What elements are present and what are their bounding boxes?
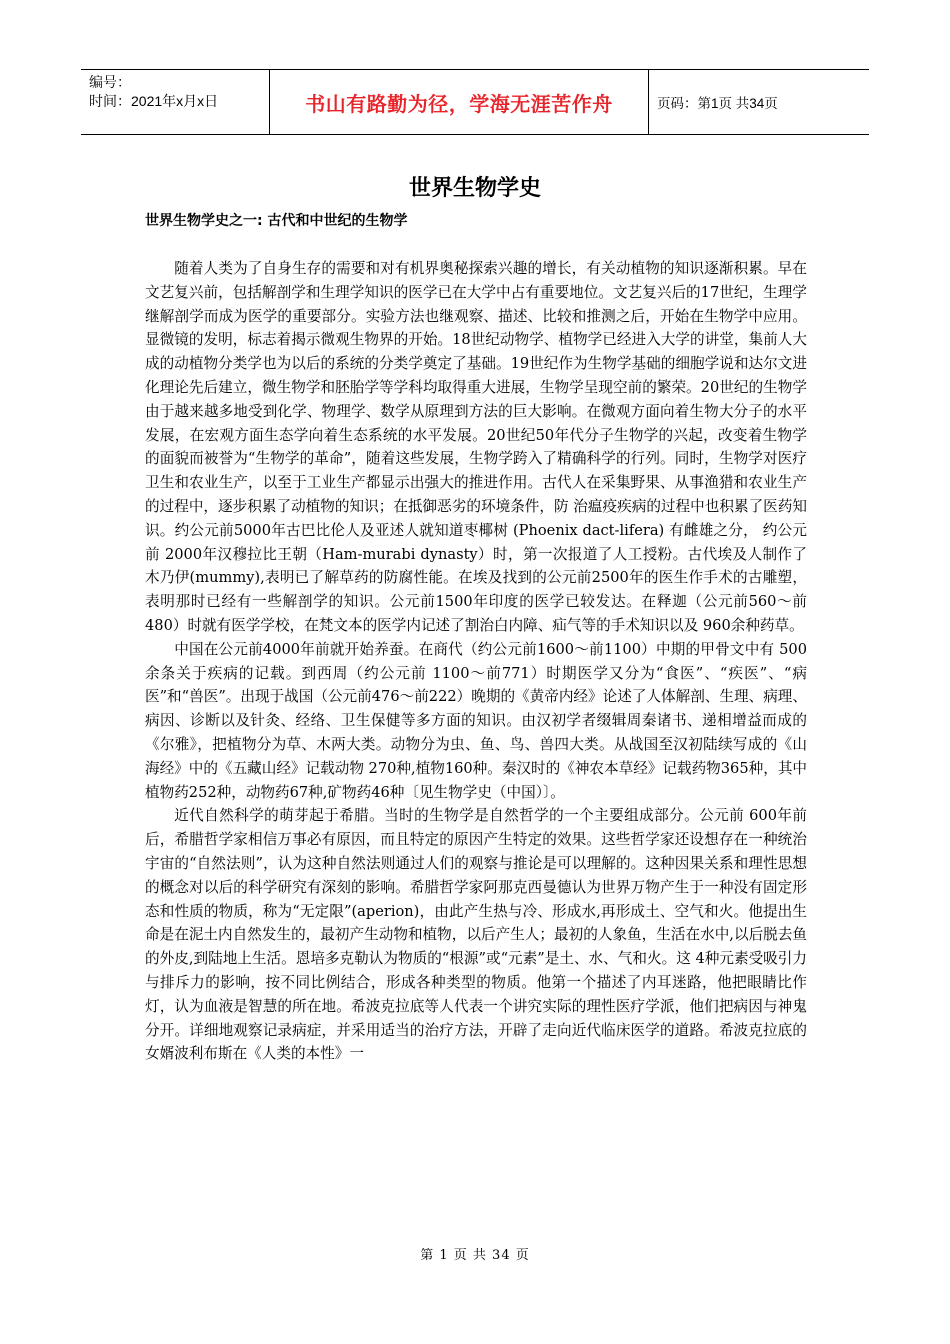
paragraph: 中国在公元前4000年前就开始养蚕。在商代（约公元前1600～前1100）中期的甲骨文中有 500余条关于疾病的记载。到西周（约公元前 1100～前771）时期医学又分为“食医”、“疾医”、“病医”和“兽医”。出现于战国（公元前476～前222）晚期的《黄帝内经》论述了人体解剖、生理、病理、病因、诊断以及针灸、经络、卫生保健等多方面的知识。由汉初学者缀辑周秦诸书、递相增益而成的《尔雅》，把植物分为草、木两大类。动物分为虫、鱼、鸟、兽四大类。从战国至汉初陆续写成的《山海经》中的《五藏山经》记载动物 270种,植物160种。秦汉时的《神农本草经》记载药物365种，其中植物药252种，动物药67种,矿物药46种〔见生物学史（中国）〕。 bbox=[145, 640, 808, 801]
page-footer: 第 1 页 共 34 页 bbox=[420, 1248, 530, 1263]
header-motto: 书山有路勤为径，学海无涯苦作舟 bbox=[269, 70, 649, 134]
document-title: 世界生物学史 bbox=[408, 176, 541, 201]
document-date: 时间：2021年x月x日 bbox=[89, 93, 219, 109]
header-meta bbox=[81, 70, 269, 134]
document-body bbox=[145, 257, 807, 1066]
section-heading: 世界生物学史之一: 古代和中世纪的生物学 bbox=[145, 213, 408, 229]
document-code: 编号： bbox=[89, 74, 131, 90]
header-page-info: 页码：第1页 共34页 bbox=[657, 96, 778, 111]
paragraph: 近代自然科学的萌芽起于希腊。当时的生物学是自然哲学的一个主要组成部分。公元前 600年前后，希腊哲学家相信万事必有原因，而且特定的原因产生特定的效果。这些哲学家还设想存在一种统治宇宙的“自然法则”，认为这种自然法则通过人们的观察与推论是可以理解的。这种因果关系和理性思想的概念对以后的科学研究有深刻的影响。希腊哲学家阿那克西曼德认为世界万物产生于一种没有固定形态和性质的物质，称为“无定限”(aperion)，由此产生热与冷、形成水,再形成土、空气和火。他提出生命是在泥土内自然发生的，最初产生动物和植物，以后产生人；最初的人象鱼，生活在水中,以后脱去鱼的外皮,到陆地上生活。恩培多克勒认为物质的“根源”或“元素”是土、水、气和火。这 4种元素受吸引力与排斥力的影响，按不同比例结合，形成各种类型的物质。他第一个描述了内耳迷路，他把眼睛比作灯，认为血液是智慧的所在地。希波克拉底等人代表一个讲究实际的理性医疗学派，他们把病因与神鬼分开。详细地观察记录病症，并采用适当的治疗方法，开辟了走向近代临床医学的道路。希波克拉底的女婿波利布斯在《人类的本性》一 bbox=[145, 807, 807, 1063]
page-header bbox=[81, 69, 869, 135]
paragraph: 随着人类为了自身生存的需要和对有机界奥秘探索兴趣的增长，有关动植物的知识逐渐积累。早在文艺复兴前，包括解剖学和生理学知识的医学已在大学中占有重要地位。文艺复兴后的17世纪，生理学继解剖学而成为医学的重要部分。实验方法也继观察、描述、比较和推测之后，开始在生物学中应用。显微镜的发明，标志着揭示微观生物界的开始。18世纪动物学、植物学已经进入大学的讲堂，集前人大成的动植物分类学也为以后的系统的分类学奠定了基础。19世纪作为生物学基础的细胞学说和达尔文进化理论先后建立，微生物学和胚胎学等学科均取得重大进展，生物学呈现空前的繁荣。20世纪的生物学由于越来越多地受到化学、物理学、数学从原理到方法的巨大影响。在微观方面向着生物大分子的水平发展，在宏观方面生态学向着生态系统的水平发展。20世纪50年代分子生物学的兴起，改变着生物学的面貌而被誉为“生物学的革命”，随着这些发展，生物学跨入了精确科学的行列。同时，生物学对医疗卫生和农业生产，以至于工业生产都显示出强大的推进作用。古代人在采集野果、从事渔猎和农业生产的过程中，逐步积累了动植物的知识；在抵御恶劣的环境条件，防 治瘟疫疾病的过程中也积累了医药知识。约公元前5000年古巴比伦人及亚述人就知道枣椰树 (Phoenix dact-lifera) 有雌雄之分， 约公元前 2000年汉穆拉比王朝（Ham-murabi dynasty）时，第一次报道了人工授粉。古代埃及人制作了木乃伊(mummy),表明已了解草药的防腐性能。在埃及找到的公元前2500年的医生作手术的古雕塑，表明那时已经有一些解剖学的知识。公元前1500年印度的医学已较发达。在释迦（公元前560～前480）时就有医学学校，在梵文本的医学内记述了割治白内障、疝气等的手术知识以及 960余种药草。 bbox=[145, 260, 807, 634]
